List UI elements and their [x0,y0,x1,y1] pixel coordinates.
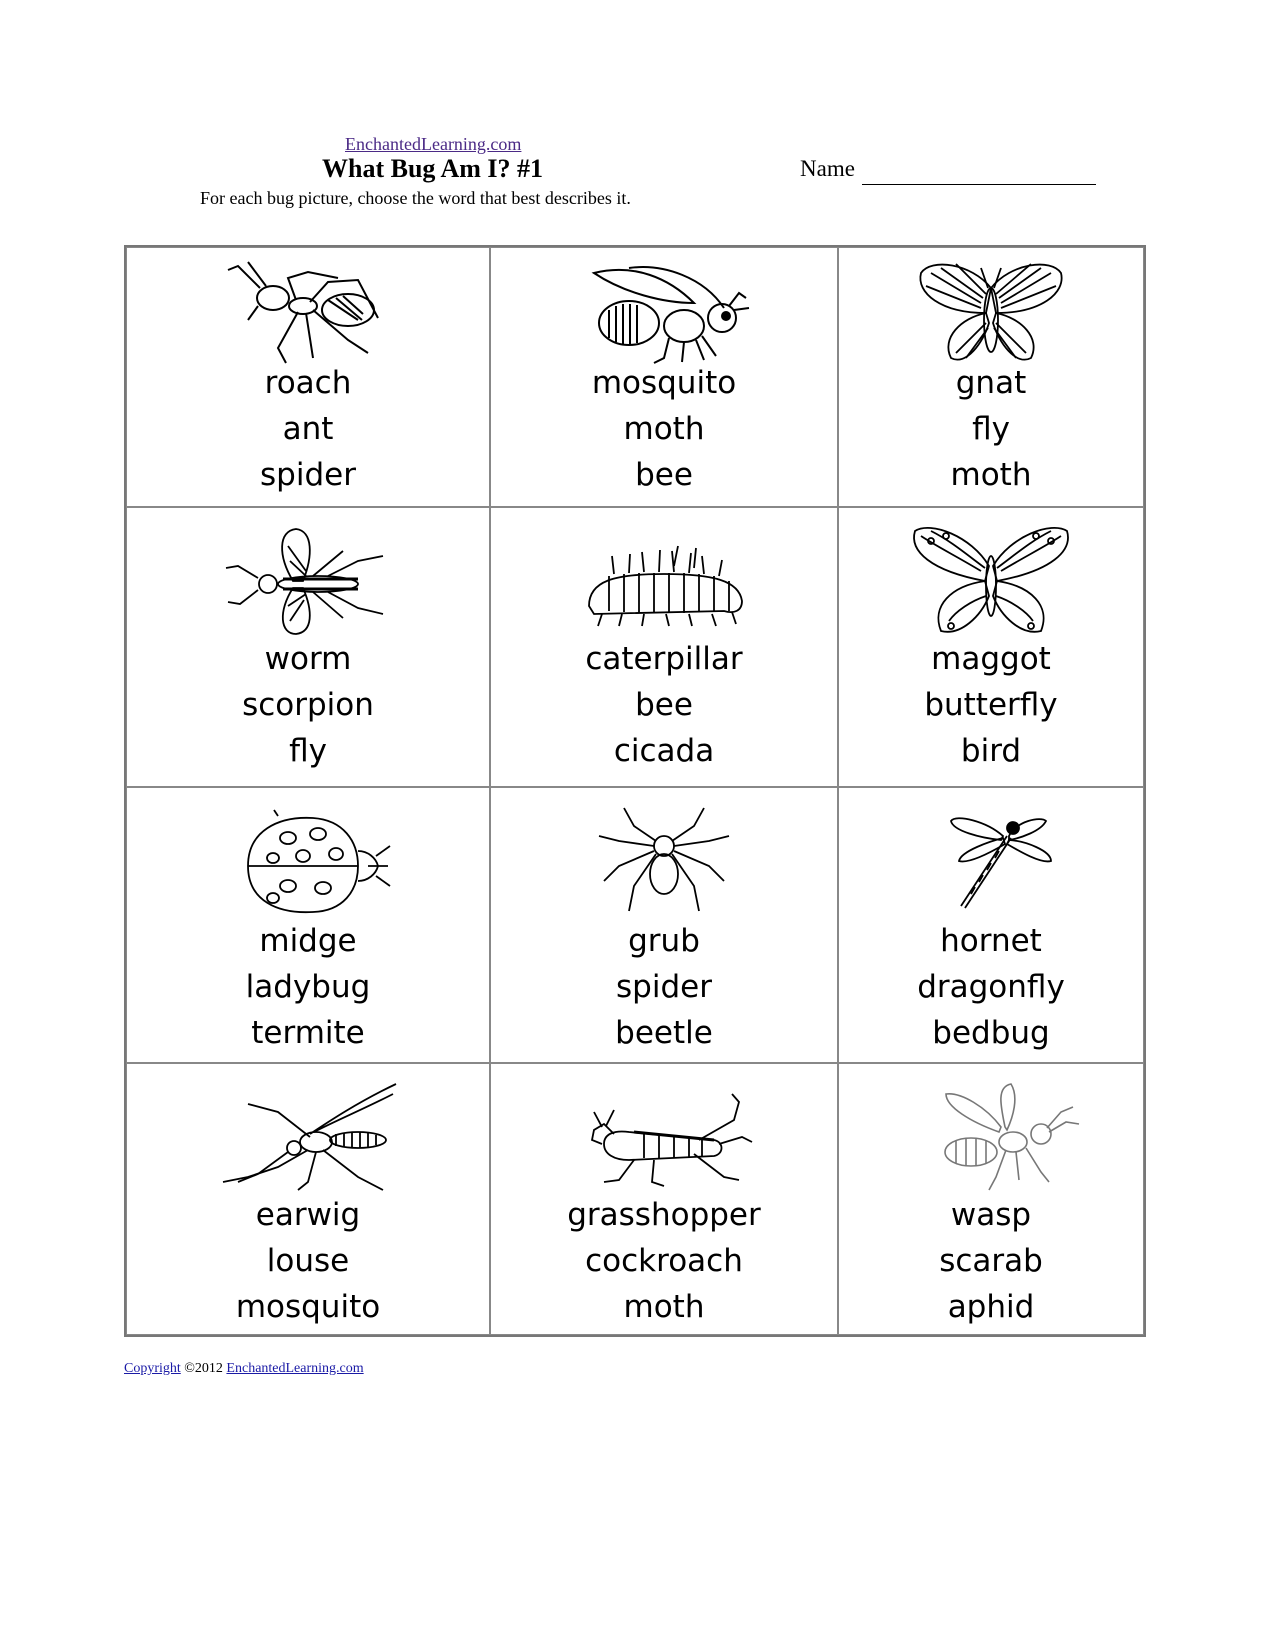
word-option: bird [960,733,1022,769]
word-option: bee [635,687,693,723]
wasp-icon [901,1082,1081,1192]
word-option: termite [251,1015,365,1051]
footer [124,1361,364,1377]
word-option: hornet [940,923,1042,959]
butterfly-icon [901,526,1081,636]
word-option: cockroach [585,1243,743,1279]
word-option: bee [635,457,693,493]
ladybug-icon [218,806,398,916]
ant-icon [218,258,398,368]
bug-cell [126,247,490,507]
word-option: mosquito [235,1289,381,1325]
bug-cell [126,1063,490,1335]
mosquito-icon [218,1082,398,1192]
instructions: For each bug picture, choose the word that best describes it. [200,188,631,208]
word-option: scorpion [242,687,374,723]
word-option: aphid [947,1289,1035,1325]
word-option: roach [264,365,352,401]
word-option: fly [289,733,327,769]
word-option: ladybug [245,969,371,1005]
bug-cell [838,1063,1144,1335]
word-option: fly [972,411,1010,447]
bug-cell [126,507,490,787]
page-title: What Bug Am I? #1 [322,154,544,183]
word-option: mosquito [591,365,737,401]
name-label: Name [800,156,855,181]
word-option: spider [260,457,356,493]
word-option: moth [950,457,1032,493]
word-option: butterfly [924,687,1058,723]
footer-site-link[interactable]: EnchantedLearning.com [226,1361,364,1376]
bug-cell [838,507,1144,787]
bug-grid [124,245,1146,1337]
word-option: gnat [955,365,1027,401]
dragonfly-icon [901,806,1081,916]
word-option: cicada [613,733,715,769]
spider-icon [574,806,754,916]
word-option: midge [259,923,357,959]
site-link[interactable]: EnchantedLearning.com [345,134,522,154]
grasshopper-icon [574,1082,754,1192]
bug-cell [838,247,1144,507]
word-option: grasshopper [567,1197,761,1233]
word-option: moth [623,411,705,447]
word-option: wasp [950,1197,1032,1233]
fly-icon [218,526,398,636]
word-option: grub [628,923,700,959]
word-option: earwig [255,1197,361,1233]
word-option: moth [623,1289,705,1325]
word-option: caterpillar [585,641,743,677]
word-option: louse [266,1243,350,1279]
name-field-line[interactable] [862,184,1096,185]
bug-cell [490,787,838,1063]
word-option: beetle [615,1015,713,1051]
bug-cell [838,787,1144,1063]
word-option: worm [264,641,352,677]
bug-cell [490,247,838,507]
moth-icon [901,258,1081,368]
word-option: spider [616,969,712,1005]
bug-cell [126,787,490,1063]
word-option: dragonfly [917,969,1065,1005]
bee-icon [574,258,754,368]
word-option: ant [282,411,334,447]
word-option: scarab [939,1243,1043,1279]
copyright-year: ©2012 [184,1361,223,1376]
bug-cell [490,507,838,787]
copyright-link[interactable]: Copyright [124,1361,181,1376]
bug-cell [490,1063,838,1335]
word-option: bedbug [932,1015,1050,1051]
caterpillar-icon [574,526,754,636]
word-option: maggot [931,641,1051,677]
